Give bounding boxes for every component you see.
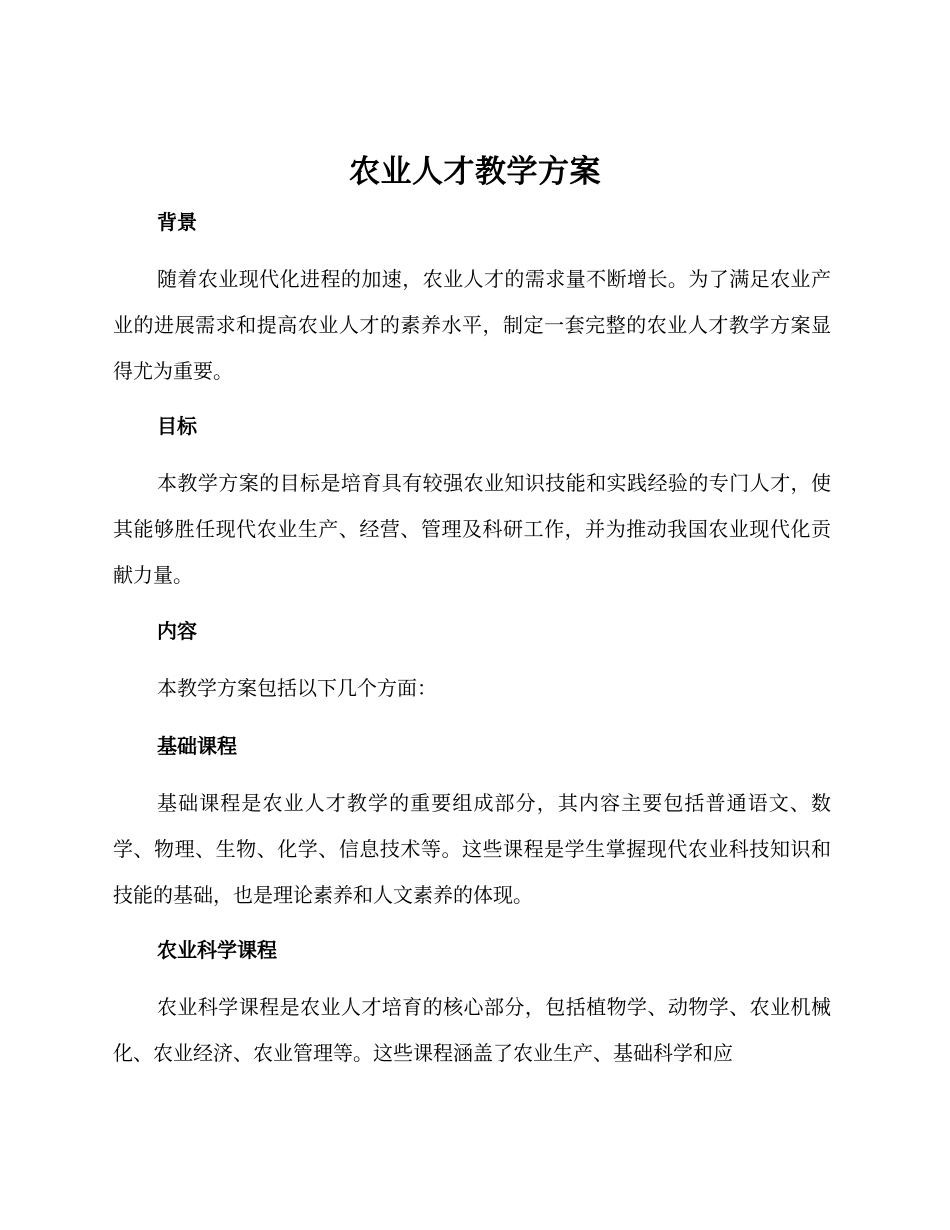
document-title: 农业人才教学方案 <box>349 154 601 190</box>
section-body-basic-courses: 基础课程是农业人才教学的重要组成部分，其内容主要包括普通语文、数学、物理、生物、化学、信息技术等。这些课程是学生掌握现代农业科技知识和技能的基础，也是理论素养和人文素养的体现。 <box>113 791 831 907</box>
section-body-background: 随着农业现代化进程的加速，农业人才的需求量不断增长。为了满足农业产业的进展需求和提高农业人才的素养水平，制定一套完整的农业人才教学方案显得尤为重要。 <box>113 267 831 383</box>
section-heading-agri-science-courses: 农业科学课程 <box>157 938 277 962</box>
section-body-goal: 本教学方案的目标是培育具有较强农业知识技能和实践经验的专门人才，使其能够胜任现代农业生产、经营、管理及科研工作，并为推动我国农业现代化贡献力量。 <box>113 471 831 587</box>
section-heading-content: 内容 <box>157 619 197 643</box>
section-heading-basic-courses: 基础课程 <box>157 734 237 758</box>
section-body-agri-science-courses: 农业科学课程是农业人才培育的核心部分，包括植物学、动物学、农业机械化、农业经济、农业管理等。这些课程涵盖了农业生产、基础科学和应 <box>113 995 831 1065</box>
section-body-content: 本教学方案包括以下几个方面： <box>157 676 437 700</box>
section-heading-background: 背景 <box>157 210 197 234</box>
section-heading-goal: 目标 <box>157 414 197 438</box>
